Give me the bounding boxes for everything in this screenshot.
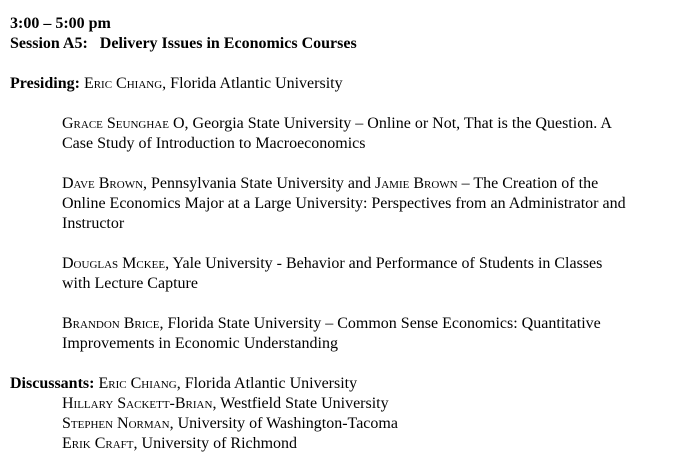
- presiding-name: Eric Chiang: [83, 75, 163, 92]
- paper-4-line-2: Improvements in Economic Understanding: [62, 335, 338, 352]
- discussant-3-affiliation: , University of Washington-Tacoma: [169, 415, 398, 432]
- discussant-4: [62, 434, 297, 454]
- session-label: Session A5:: [10, 35, 88, 52]
- paper-2-line-1: [62, 174, 598, 194]
- session-heading: [10, 34, 357, 54]
- paper-2-line-2: Online Economics Major at a Large University: Perspectives from an Administrator and: [62, 195, 626, 212]
- paper-2-coauthor: Jamie Brown: [375, 175, 458, 192]
- paper-1-text: , Georgia State University – Online or Not, That is the Question. A: [184, 115, 612, 132]
- paper-1-author: Grace Seunghae O: [62, 115, 185, 132]
- paper-1-line-1: [62, 114, 612, 134]
- paper-2-author: Dave Brown: [62, 175, 144, 192]
- discussant-4-affiliation: , University of Richmond: [133, 435, 298, 452]
- paper-4-line-1: [62, 314, 601, 334]
- paper-2-affiliation: , Pennsylvania State University and: [143, 175, 375, 192]
- paper-4-text: , Florida State University – Common Sense Economics: Quantitative: [159, 315, 601, 332]
- discussant-3-name: Stephen Norman: [62, 415, 170, 432]
- paper-3-author: Douglas Mckee: [62, 255, 166, 272]
- paper-2-text: – The Creation of the: [457, 175, 599, 192]
- discussant-2-affiliation: , Westfield State University: [212, 395, 389, 412]
- discussant-1-affiliation: , Florida Atlantic University: [176, 375, 358, 392]
- discussant-1-name: Eric Chiang: [98, 375, 177, 392]
- session-time: 3:00 – 5:00 pm: [10, 15, 111, 32]
- presiding-line: [10, 74, 343, 94]
- discussant-2: [62, 394, 389, 414]
- paper-3-line-1: [62, 254, 602, 274]
- session-title: Delivery Issues in Economics Courses: [99, 35, 357, 52]
- discussants-line-1: [10, 374, 357, 394]
- discussant-4-name: Erik Craft: [62, 435, 134, 452]
- paper-4-author: Brandon Brice: [62, 315, 160, 332]
- presiding-affiliation: , Florida Atlantic University: [162, 75, 343, 92]
- discussant-3: [62, 414, 398, 434]
- paper-3-text: , Yale University - Behavior and Performance of Students in Classes: [165, 255, 603, 272]
- paper-2-line-3: Instructor: [62, 215, 125, 232]
- discussant-2-name: Hillary Sackett-Brian: [62, 395, 213, 412]
- paper-1-line-2: Case Study of Introduction to Macroeconomics: [62, 135, 366, 152]
- discussants-label: Discussants:: [10, 375, 95, 392]
- paper-3-line-2: with Lecture Capture: [62, 275, 198, 292]
- presiding-label: Presiding:: [10, 75, 80, 92]
